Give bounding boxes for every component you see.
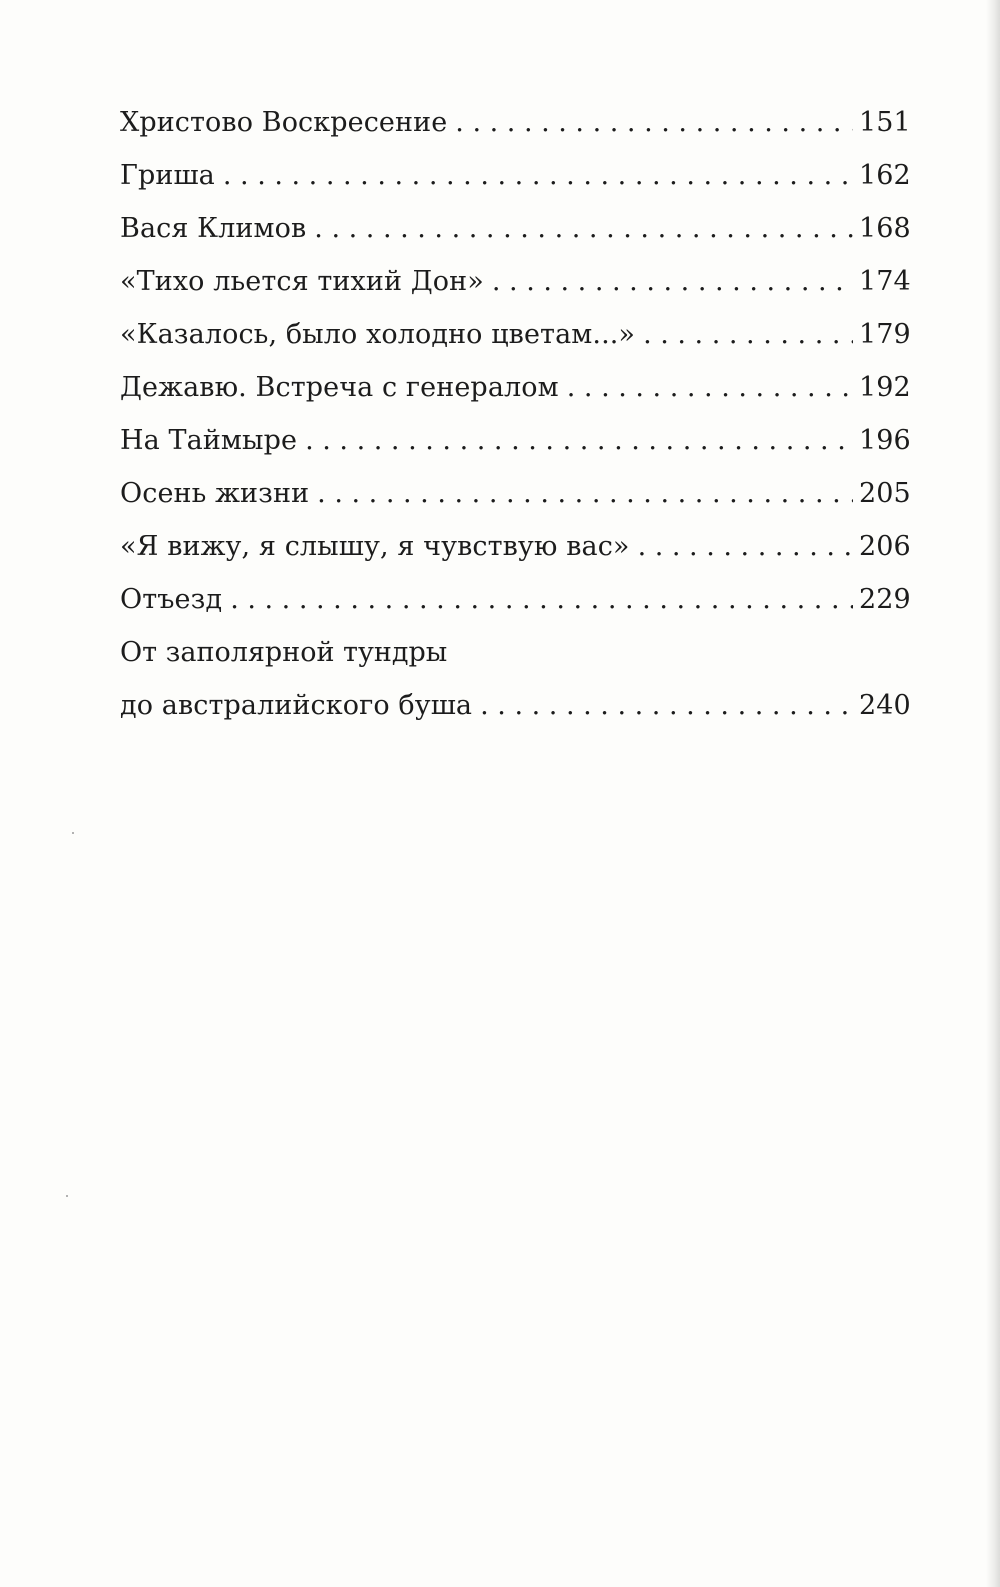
dot-leader bbox=[305, 414, 853, 467]
toc-entry bbox=[120, 255, 911, 308]
toc-entry-title: Вася Климов bbox=[120, 213, 307, 244]
dot-leader bbox=[317, 467, 853, 520]
toc-entry-page: 179 bbox=[859, 319, 911, 350]
toc-entry-title: Гриша bbox=[120, 160, 215, 191]
toc-entry-title: Дежавю. Встреча с генералом bbox=[120, 372, 559, 403]
toc-entry bbox=[120, 414, 911, 467]
toc-entry-page: 162 bbox=[859, 160, 911, 191]
dot-leader bbox=[223, 149, 853, 202]
toc-entry-title-line1: От заполярной тундры bbox=[120, 637, 448, 668]
dot-leader bbox=[567, 361, 853, 414]
table-of-contents bbox=[120, 96, 911, 732]
toc-entry-page: 168 bbox=[859, 213, 911, 244]
toc-entry-title: «Тихо льется тихий Дон» bbox=[120, 266, 484, 297]
toc-entry bbox=[120, 149, 911, 202]
toc-entry bbox=[120, 467, 911, 520]
toc-entry bbox=[120, 308, 911, 361]
toc-entry bbox=[120, 520, 911, 573]
toc-entry-page: 206 bbox=[859, 531, 911, 562]
page-edge-shadow bbox=[986, 0, 1000, 1587]
toc-entry-page: 174 bbox=[859, 266, 911, 297]
toc-entry-title: «Казалось, было холодно цветам...» bbox=[120, 319, 636, 350]
toc-entry-title: Христово Воскресение bbox=[120, 107, 448, 138]
toc-entry-multiline bbox=[120, 626, 911, 732]
dot-leader bbox=[638, 520, 853, 573]
dot-leader bbox=[455, 96, 853, 149]
toc-entry-title: Отъезд bbox=[120, 584, 223, 615]
dot-leader bbox=[492, 255, 853, 308]
toc-entry-page: 151 bbox=[859, 107, 911, 138]
toc-entry bbox=[120, 202, 911, 255]
toc-entry bbox=[120, 679, 911, 732]
toc-entry-title: Осень жизни bbox=[120, 478, 310, 509]
paper-speck bbox=[72, 832, 74, 834]
toc-entry-page: 240 bbox=[859, 690, 911, 721]
dot-leader bbox=[230, 573, 853, 626]
toc-entry bbox=[120, 96, 911, 149]
toc-entry-title: На Таймыре bbox=[120, 425, 298, 456]
toc-entry-page: 205 bbox=[859, 478, 911, 509]
toc-entry bbox=[120, 361, 911, 414]
dot-leader bbox=[480, 679, 853, 732]
toc-entry-page: 196 bbox=[859, 425, 911, 456]
toc-entry-page: 192 bbox=[859, 372, 911, 403]
toc-entry bbox=[120, 573, 911, 626]
toc-entry-title-line2: до австралийского буша bbox=[120, 690, 473, 721]
dot-leader bbox=[314, 202, 853, 255]
dot-leader bbox=[643, 308, 853, 361]
paper-speck bbox=[66, 1195, 68, 1197]
toc-entry-title: «Я вижу, я слышу, я чувствую вас» bbox=[120, 531, 630, 562]
toc-entry-page: 229 bbox=[859, 584, 911, 615]
